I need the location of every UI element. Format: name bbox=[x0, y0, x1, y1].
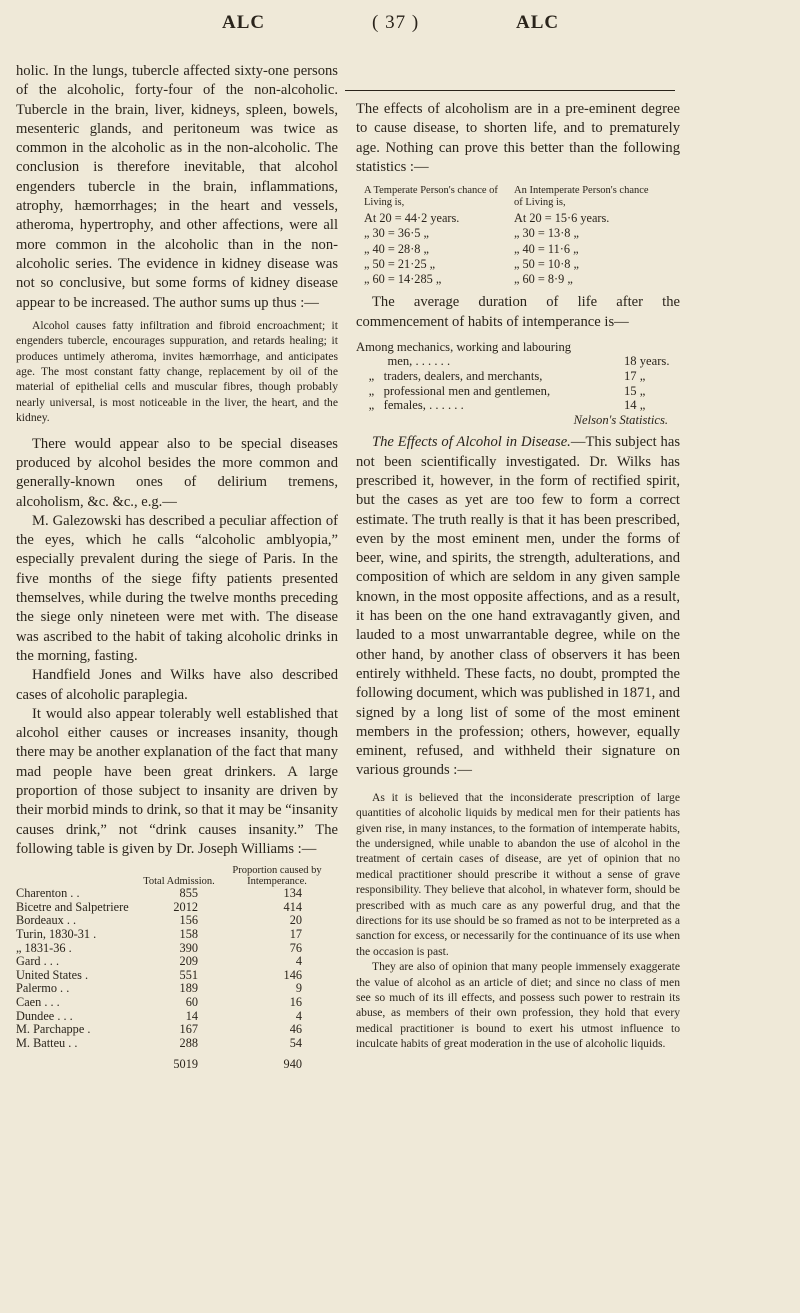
occupation-label: men, . . . . . . bbox=[356, 354, 451, 369]
paragraph: Handfield Jones and Wilks have also described cases of alcoholic paraplegia. bbox=[16, 667, 338, 703]
insanity-table bbox=[16, 865, 338, 1072]
duration-row bbox=[356, 398, 680, 413]
table-row bbox=[16, 901, 338, 915]
asylum-name: Bordeaux . . bbox=[16, 913, 77, 928]
table-header-row bbox=[16, 865, 338, 887]
temperate-column bbox=[364, 185, 504, 287]
asylum-name: Palermo . . bbox=[16, 981, 70, 996]
total-admission-cell: 167 bbox=[179, 1022, 198, 1037]
total-admission-cell: 156 bbox=[179, 913, 198, 928]
header-right-word: ALC bbox=[516, 12, 560, 33]
life-chance-comparison bbox=[364, 185, 654, 287]
total-admission-cell: 60 bbox=[185, 994, 198, 1009]
intemperate-heading: An Intemperate Person's chance of Living is, bbox=[514, 185, 649, 208]
duration-row bbox=[356, 369, 680, 384]
intemperance-cell: 20 bbox=[289, 913, 302, 928]
occupation-label: „ traders, dealers, and merchants, bbox=[356, 368, 543, 383]
intemperate-age-line: „ 60 = 8·9 „ bbox=[514, 272, 573, 286]
duration-value: 14 „ bbox=[624, 398, 646, 413]
duration-value: 15 „ bbox=[624, 383, 646, 398]
duration-value: 17 „ bbox=[624, 368, 646, 383]
table-row bbox=[16, 928, 338, 942]
intemperate-age-line: „ 40 = 11·6 „ bbox=[514, 241, 579, 256]
column-header-total: Total Admission. bbox=[143, 876, 215, 888]
total-admission-cell: 14 bbox=[185, 1008, 198, 1023]
intemperance-cell: 76 bbox=[289, 940, 302, 955]
duration-row bbox=[356, 340, 680, 355]
block-quote: They are also of opinion that many people immensely exaggerate the value of alcohol as an article of diet; and since no class of men see so much of its ill effects, and possess such power to restrain its abuse, as members of their own profession, they hold that every medical practitioner is bound to exert his utmost influence to inculcate habits of great moderation in the use of alcoholic liquids. bbox=[356, 960, 680, 1051]
total-admission-cell: 551 bbox=[179, 967, 198, 982]
intemperate-age-line: „ 50 = 10·8 „ bbox=[514, 256, 579, 271]
duration-row bbox=[356, 354, 680, 369]
intemperate-age-line: „ 30 = 13·8 „ bbox=[514, 226, 579, 241]
source-citation: Nelson's Statistics. bbox=[573, 412, 668, 427]
asylum-name: Gard . . . bbox=[16, 954, 60, 969]
intemperance-cell: 46 bbox=[289, 1022, 302, 1037]
paragraph: There would appear also to be special diseases produced by alcohol besides the more common and generally-known ones of delirium tremens, alcoholism, &c. &c., e.g.— bbox=[16, 435, 338, 510]
paragraph: holic. In the lungs, tubercle affected sixty-one persons of the alcoholic, forty-four of the non-alcoholic. Tubercle in the brain, liver, kidneys, spleen, bowels, mesenteric glands, and peritoneum was twice as common in the alcoholic as in the non-alcoholic. The conclusion is therefore inevitable, that alcohol engenders tubercle in the brain, inflammations, atrophy, hæmorrhages; in the heart and vessels, atheroma, hypertrophy, and other affections, were all more common in the alcoholic than in the non-alcoholic series. The evidence in kidney disease was not so conclusive, but some forms of kidney disease appear to be increased. The author sums up thus :— bbox=[16, 63, 338, 311]
asylum-name: Charenton . . bbox=[16, 886, 80, 901]
temperate-age-line: „ 60 = 14·285 „ bbox=[364, 272, 442, 286]
asylum-name: United States . bbox=[16, 967, 89, 982]
occupation-label: „ professional men and gentlemen, bbox=[356, 383, 551, 398]
duration-value: 18 years. bbox=[624, 354, 670, 369]
total-admission-cell: 2012 bbox=[173, 899, 198, 914]
duration-table bbox=[356, 340, 680, 428]
table-row bbox=[16, 1023, 338, 1037]
table-row bbox=[16, 1010, 338, 1024]
asylum-name: Turin, 1830-31 . bbox=[16, 927, 97, 942]
intemperance-cell: 9 bbox=[295, 981, 302, 996]
paragraph bbox=[356, 433, 680, 780]
asylum-name: M. Batteu . . bbox=[16, 1035, 78, 1050]
occupation-label: „ females, . . . . . . bbox=[356, 398, 464, 413]
total-admission-cell: 288 bbox=[179, 1035, 198, 1050]
paragraph: The effects of alcoholism are in a pre-eminent degree to cause disease, to shorten life, and to prematurely age. Nothing can prove this better than the following statistics :— bbox=[356, 101, 680, 175]
intemperate-column bbox=[514, 185, 654, 287]
temperate-heading: A Temperate Person's chance of Living is, bbox=[364, 185, 498, 208]
section-title: The Effects of Alcohol in Disease. bbox=[372, 434, 571, 451]
paragraph: The average duration of life after the commencement of habits of intemperance is— bbox=[356, 294, 680, 330]
right-column bbox=[356, 62, 680, 1052]
table-row bbox=[16, 969, 338, 983]
intemperance-cell: 414 bbox=[283, 899, 302, 914]
occupation-label: Among mechanics, working and labouring bbox=[356, 339, 572, 354]
table-row bbox=[16, 955, 338, 969]
block-quote: As it is believed that the inconsiderate prescription of large quantities of alcoholic liquids by medical men for their patients has given rise, in many instances, to the formation of intemperate habits, the undersigned, while unable to abandon the use of alcohol in the treatment of certain cases of disease, are yet of opinion that no medical practitioner should prescribe it without a sense of grave responsibility. They believe that alcohol, in whatever form, should be prescribed with as much care as any powerful drug, and that the directions for its use should be so framed as not to be interpreted as a sanction for excess, or necessarily for the continuance of its use when the occasion is past. bbox=[356, 790, 680, 958]
table-row bbox=[16, 982, 338, 996]
total-admission-cell: 189 bbox=[179, 981, 198, 996]
asylum-name: „ 1831-36 . bbox=[16, 940, 72, 955]
temperate-age-line: „ 40 = 28·8 „ bbox=[364, 241, 429, 256]
table-row bbox=[16, 1037, 338, 1051]
paragraph: It would also appear tolerably well established that alcohol either causes or increases insanity, though there may be another explanation of the fact that many mad people have been great drinkers. A large proportion of those subject to insanity are driven by their morbid minds to drink, so that it may be “insanity causes drink,” not “drink causes insanity.” The following table is given by Dr. Joseph Williams :— bbox=[16, 705, 338, 857]
table-row bbox=[16, 914, 338, 928]
table-row bbox=[16, 887, 338, 901]
running-header bbox=[0, 12, 800, 42]
block-quote: Alcohol causes fatty infiltration and fibroid encroachment; it engenders tubercle, encourages suppuration, and retards healing; it produces untimely atheroma, invites hæmorrhage, and anticipates age. The most constant fatty change, replacement by oil of the material of epithelial cells and muscular fibres, though probably nearly universal, is most noticeable in the liver, the heart, and the kidney. bbox=[16, 318, 338, 425]
asylum-name: Bicetre and Salpetriere bbox=[16, 899, 129, 914]
asylum-name: M. Parchappe . bbox=[16, 1022, 91, 1037]
asylum-name: Dundee . . . bbox=[16, 1008, 73, 1023]
left-column bbox=[16, 62, 338, 1072]
total-admissions: 5019 bbox=[173, 1057, 198, 1072]
intemperance-cell: 146 bbox=[283, 967, 302, 982]
temperate-age-line: „ 30 = 36·5 „ bbox=[364, 226, 429, 241]
column-header-proportion: Proportion caused by Intemperance. bbox=[232, 865, 322, 888]
header-left-word: ALC bbox=[222, 12, 266, 33]
paragraph: M. Galezowski has described a peculiar affection of the eyes, which he calls “alcoholic amblyopia,” especially prevalent during the siege of Paris. In the five months of the siege fifty patients presented themselves, while during the twelve months preceding the siege only nineteen were met with. The disease was ascribed to the habit of taking alcoholic drinks in the morning, fasting. bbox=[16, 512, 338, 664]
table-total-row bbox=[16, 1050, 338, 1072]
total-admission-cell: 855 bbox=[179, 886, 198, 901]
intemperance-cell: 17 bbox=[289, 927, 302, 942]
asylum-name: Caen . . . bbox=[16, 994, 60, 1009]
intemperance-cell: 16 bbox=[289, 994, 302, 1009]
temperate-age-line: „ 50 = 21·25 „ bbox=[364, 256, 436, 271]
page-number: ( 37 ) bbox=[372, 12, 420, 33]
duration-value bbox=[624, 340, 680, 355]
total-admission-cell: 158 bbox=[179, 927, 198, 942]
total-admission-cell: 209 bbox=[179, 954, 198, 969]
intemperance-cell: 4 bbox=[295, 1008, 302, 1023]
table-row bbox=[16, 942, 338, 956]
total-proportion: 940 bbox=[283, 1057, 302, 1072]
intemperance-cell: 54 bbox=[289, 1035, 302, 1050]
intemperate-age-line: At 20 = 15·6 years. bbox=[514, 211, 610, 226]
duration-row bbox=[356, 384, 680, 399]
temperate-age-line: At 20 = 44·2 years. bbox=[364, 211, 460, 226]
total-admission-cell: 390 bbox=[179, 940, 198, 955]
section-text: —This subject has not been scientifically investigated. Dr. Wilks has prescribed it, however, in the form of rectified spirit, but the cases as yet are too few to form a correct estimate. The truth really is that it has been prescribed, even by the most eminent men, under the forms of beer, wine, and spirits, the strength, adulterations, and composition of which are seldom in any given sample known, in the most opposite affections, and as a result, it has been on the one hand extravagantly given, and lauded to a most unwarrantable degree, while on the other hand, by another class of observers it has been entirely withheld. These facts, no doubt, prompted the following document, which was published in 1871, and signed by a long list of some of the most eminent members in the profession; others, however, equally eminent, refused, and withheld their signature on various grounds :— bbox=[356, 434, 680, 779]
intemperance-cell: 134 bbox=[283, 886, 302, 901]
table-row bbox=[16, 996, 338, 1010]
intemperance-cell: 4 bbox=[295, 954, 302, 969]
